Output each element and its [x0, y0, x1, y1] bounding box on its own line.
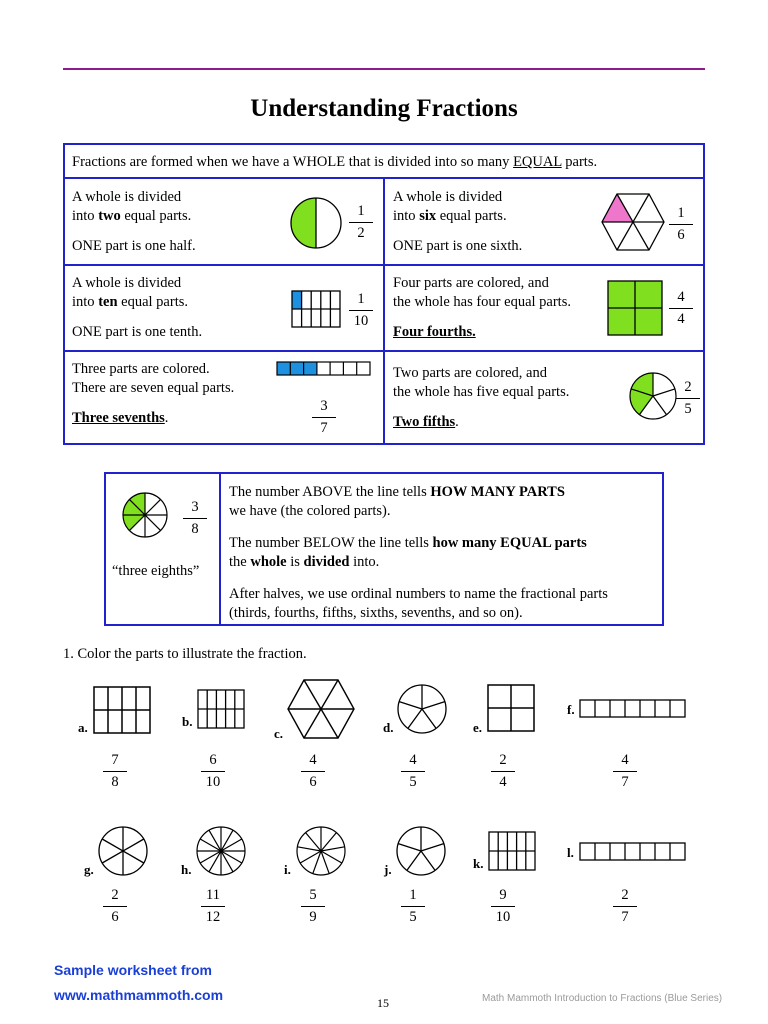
- explanation-text: The number ABOVE the line tells HOW MANY PARTS we have (the colored parts). The number BELOW the line tells how many EQUAL parts the whole is divided into. After halves, we use ordinal numbers to name the fractional parts (thirds, fourths, fifths, sixths, sevenths, and so on).: [229, 484, 608, 621]
- page-title: Understanding Fractions: [250, 95, 518, 122]
- shape-l-bar-sevenths[interactable]: [579, 842, 687, 862]
- fraction-one-sixth: 1 6: [669, 205, 693, 244]
- item-fraction-f: 4 7: [613, 752, 637, 791]
- fraction-three-eighths: 3 8: [183, 499, 207, 538]
- item-label-g: g.: [84, 862, 94, 877]
- shape-g-circle-sixths[interactable]: [98, 826, 148, 876]
- exercise-prompt: 1. Color the parts to illustrate the fraction.: [63, 646, 307, 662]
- item-label-e: e.: [473, 720, 483, 735]
- half-cell-text: A whole is divided into two equal parts. ONE part is one half.: [72, 189, 196, 254]
- fifths-circle-figure: [629, 372, 677, 420]
- tenths-grid-figure: [291, 290, 341, 328]
- shape-j-circle-fifths[interactable]: [396, 826, 446, 876]
- series-caption: Math Mammoth Introduction to Fractions (Blue Series): [482, 993, 723, 1004]
- item-label-j: j.: [384, 862, 392, 877]
- hexagon-sixths-figure: [601, 193, 665, 251]
- item-fraction-h: 11 12: [201, 887, 225, 926]
- fraction-three-sevenths: 3 7: [312, 398, 336, 437]
- fifths-cell-text: Two parts are colored, and the whole has five equal parts. Two fifths.: [393, 365, 570, 430]
- fraction-one-tenth: 1 10: [349, 291, 373, 330]
- fraction-four-fourths: 4 4: [669, 289, 693, 328]
- item-fraction-e: 2 4: [491, 752, 515, 791]
- top-rule: [63, 68, 705, 70]
- page-number: 15: [377, 996, 389, 1010]
- shape-a-grid-eighths[interactable]: [93, 686, 151, 734]
- item-label-k: k.: [473, 856, 484, 871]
- item-label-l: l.: [567, 845, 574, 860]
- item-label-f: f.: [567, 702, 575, 717]
- item-fraction-k: 9 10: [491, 887, 515, 926]
- eighths-circle-figure: [122, 492, 168, 538]
- sample-worksheet-text: Sample worksheet from: [54, 962, 212, 978]
- item-label-i: i.: [284, 862, 291, 877]
- item-fraction-b: 6 10: [201, 752, 225, 791]
- item-label-d: d.: [383, 720, 394, 735]
- shape-k-grid-tenths[interactable]: [488, 831, 536, 871]
- fraction-two-fifths: 2 5: [676, 379, 700, 418]
- tenth-cell-text: A whole is divided into ten equal parts. ONE part is one tenth.: [72, 275, 203, 340]
- shape-b-grid-tenths[interactable]: [197, 689, 245, 729]
- item-fraction-g: 2 6: [103, 887, 127, 926]
- item-fraction-l: 2 7: [613, 887, 637, 926]
- fourths-cell-text: Four parts are colored, and the whole has four equal parts. Four fourths.: [393, 275, 571, 340]
- item-fraction-i: 5 9: [301, 887, 325, 926]
- shape-c-hexagon-sixths[interactable]: [287, 679, 355, 739]
- sevenths-bar-figure: [276, 361, 372, 377]
- shape-f-bar-sevenths[interactable]: [579, 699, 687, 719]
- intro-text: Fractions are formed when we have a WHOLE that is divided into so many EQUAL parts.: [72, 154, 598, 170]
- item-label-a: a.: [78, 720, 88, 735]
- item-fraction-c: 4 6: [301, 752, 325, 791]
- item-fraction-d: 4 5: [401, 752, 425, 791]
- item-fraction-a: 7 8: [103, 752, 127, 791]
- half-circle-figure: [290, 197, 342, 249]
- item-label-b: b.: [182, 714, 193, 729]
- sevenths-cell-text: Three parts are colored. There are seven equal parts. Three sevenths.: [72, 361, 235, 426]
- shape-i-circle-ninths[interactable]: [296, 826, 346, 876]
- website-link[interactable]: www.mathmammoth.com: [54, 987, 224, 1003]
- item-fraction-j: 1 5: [401, 887, 425, 926]
- three-eighths-caption: “three eighths”: [112, 563, 200, 579]
- shape-h-circle-twelfths[interactable]: [196, 826, 246, 876]
- fraction-one-half: 1 2: [349, 203, 373, 242]
- sixth-cell-text: A whole is divided into six equal parts. ONE part is one sixth.: [393, 189, 523, 254]
- shape-d-circle-fifths[interactable]: [397, 684, 447, 734]
- shape-e-square-fourths[interactable]: [487, 684, 535, 732]
- item-label-c: c.: [274, 726, 284, 741]
- item-label-h: h.: [181, 862, 192, 877]
- fourths-square-figure: [607, 280, 663, 336]
